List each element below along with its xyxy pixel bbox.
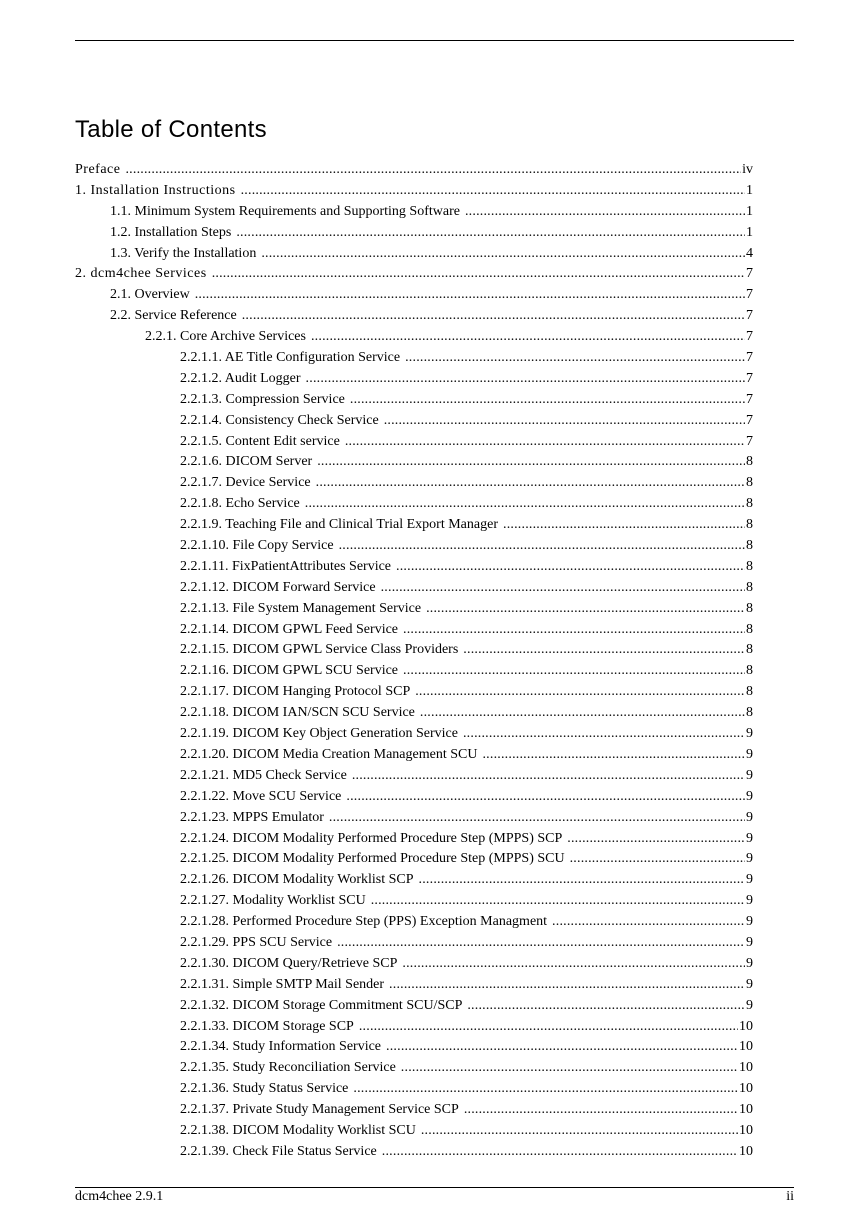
footer-rule [75, 1187, 794, 1188]
toc-entry-label[interactable]: 2.2.1.38. DICOM Modality Worklist SCU [180, 1122, 416, 1138]
toc-entry[interactable] [75, 369, 753, 390]
dot-leader [353, 1079, 738, 1100]
toc-entry-page[interactable]: 8 [746, 579, 753, 595]
toc-entry-page[interactable]: 9 [746, 788, 753, 804]
dot-leader [419, 870, 745, 891]
dot-leader [337, 933, 745, 954]
toc-entry-label[interactable]: 2.2.1.19. DICOM Key Object Generation Service [180, 726, 458, 742]
toc-entry-label[interactable]: 2.2.1. Core Archive Services [145, 329, 306, 345]
toc-entry[interactable] [75, 390, 753, 411]
toc-entry[interactable] [75, 264, 753, 285]
toc-entry[interactable] [75, 557, 753, 578]
dot-leader [384, 411, 745, 432]
toc-entry[interactable] [75, 933, 753, 954]
toc-entry-label[interactable]: 2.2.1.27. Modality Worklist SCU [180, 893, 366, 909]
header-rule [75, 40, 794, 41]
toc-entry-page[interactable]: 10 [739, 1060, 753, 1076]
dot-leader [415, 682, 745, 703]
toc-entry[interactable] [75, 348, 753, 369]
toc-entry-page[interactable]: 7 [746, 391, 753, 407]
dot-leader [403, 661, 745, 682]
dot-leader [350, 390, 745, 411]
toc-entry-label[interactable]: 2.2.1.4. Consistency Check Service [180, 412, 379, 428]
toc-entry-page[interactable]: 8 [746, 538, 753, 554]
toc-entry-page[interactable]: 8 [746, 642, 753, 658]
dot-leader [346, 787, 745, 808]
dot-leader [317, 452, 745, 473]
toc-entry-page[interactable]: 8 [746, 663, 753, 679]
dot-leader [463, 724, 745, 745]
dot-leader [402, 954, 745, 975]
dot-leader [567, 829, 745, 850]
footer-page-number: ii [786, 1189, 794, 1204]
toc-entry[interactable] [75, 829, 753, 850]
toc-entry-page[interactable]: 1 [746, 182, 753, 198]
dot-leader [195, 285, 745, 306]
toc-entry-label[interactable]: 2.2.1.39. Check File Status Service [180, 1143, 377, 1159]
toc-entry[interactable] [75, 620, 753, 641]
toc-entry-page[interactable]: 9 [746, 851, 753, 867]
toc-entry-label[interactable]: 2.2.1.18. DICOM IAN/SCN SCU Service [180, 705, 415, 721]
toc-entry-label[interactable]: 2.2.1.5. Content Edit service [180, 433, 340, 449]
toc-entry-page[interactable]: 7 [746, 433, 753, 449]
toc-entry-label[interactable]: 2.2.1.8. Echo Service [180, 496, 300, 512]
toc-entry-label[interactable]: 1. Installation Instructions [75, 182, 236, 198]
toc-entry-page[interactable]: 8 [746, 517, 753, 533]
toc-entry[interactable] [75, 1142, 753, 1163]
toc-entry[interactable] [75, 244, 753, 265]
toc-entry[interactable] [75, 578, 753, 599]
toc-entry-page[interactable]: 9 [746, 914, 753, 930]
toc-entry-page[interactable]: 1 [746, 203, 753, 219]
dot-leader [242, 306, 745, 327]
footer-doc-name: dcm4chee 2.9.1 [75, 1189, 164, 1204]
toc-entry[interactable] [75, 285, 753, 306]
dot-leader [236, 223, 745, 244]
dot-leader [552, 912, 745, 933]
toc-entry-label[interactable]: 2.2.1.26. DICOM Modality Worklist SCP [180, 872, 414, 888]
toc-entry-page[interactable]: 1 [746, 224, 753, 240]
toc-entry-label[interactable]: 2.2.1.35. Study Reconciliation Service [180, 1060, 396, 1076]
toc-entry[interactable] [75, 432, 753, 453]
dot-leader [382, 1142, 738, 1163]
toc-entry-label[interactable]: 2.2.1.31. Simple SMTP Mail Sender [180, 976, 385, 992]
toc-entry-page[interactable]: 9 [746, 955, 753, 971]
toc-entry-page[interactable]: 9 [746, 726, 753, 742]
toc-entry[interactable] [75, 536, 753, 557]
toc-entry[interactable] [75, 975, 753, 996]
dot-leader [359, 1017, 738, 1038]
toc-entry[interactable] [75, 1037, 753, 1058]
dot-leader [125, 160, 741, 181]
dot-leader [339, 536, 745, 557]
toc-entry[interactable] [75, 515, 753, 536]
toc-entry-label[interactable]: 2.2.1.32. DICOM Storage Commitment SCU/SCP [180, 997, 463, 1013]
toc-entry-page[interactable]: 7 [746, 308, 753, 324]
toc-entry[interactable] [75, 787, 753, 808]
toc-entry-label[interactable]: 2.2.1.3. Compression Service [180, 391, 345, 407]
toc-entry[interactable] [75, 703, 753, 724]
toc-entry[interactable] [75, 306, 753, 327]
toc-entry[interactable] [75, 1100, 753, 1121]
toc-entry-page[interactable]: 10 [739, 1122, 753, 1138]
toc-entry-page[interactable]: 8 [746, 454, 753, 470]
toc-entry-page[interactable]: 9 [746, 872, 753, 888]
toc-entry-label[interactable]: 2.2.1.34. Study Information Service [180, 1039, 382, 1055]
toc-entry-page[interactable]: 8 [746, 684, 753, 700]
toc-entry-page[interactable]: 9 [746, 746, 753, 762]
toc-entry-label[interactable]: Preface [75, 162, 121, 177]
toc-entry-page[interactable]: 9 [746, 976, 753, 992]
toc-entry[interactable] [75, 327, 753, 348]
toc-entry[interactable] [75, 494, 753, 515]
toc-entry-page[interactable]: 8 [746, 621, 753, 637]
toc-entry-page[interactable]: 9 [746, 767, 753, 783]
toc-entry-label[interactable]: 2.2.1.2. Audit Logger [180, 370, 301, 386]
toc-entry[interactable] [75, 1079, 753, 1100]
dot-leader [426, 599, 745, 620]
dot-leader [503, 515, 745, 536]
toc-entry[interactable] [75, 808, 753, 829]
dot-leader [261, 244, 745, 265]
toc-entry[interactable] [75, 661, 753, 682]
dot-leader [371, 891, 745, 912]
dot-leader [420, 703, 745, 724]
dot-leader [570, 849, 745, 870]
toc-entry-page[interactable]: 7 [746, 370, 753, 386]
dot-leader [306, 369, 745, 390]
toc-entry[interactable] [75, 1058, 753, 1079]
dot-leader [463, 640, 745, 661]
toc-entry-label[interactable]: 2.2.1.11. FixPatientAttributes Service [180, 558, 392, 574]
toc-entry[interactable] [75, 891, 753, 912]
dot-leader [316, 473, 745, 494]
toc-entry-page[interactable]: 8 [746, 558, 753, 574]
toc-entry-label[interactable]: 2.2.1.21. MD5 Check Service [180, 767, 347, 783]
toc-entry-label[interactable]: 2.2.1.30. DICOM Query/Retrieve SCP [180, 955, 398, 971]
toc-entry-label[interactable]: 1.1. Minimum System Requirements and Supporting Software [110, 203, 460, 219]
toc-entry-label[interactable]: 2.2.1.6. DICOM Server [180, 454, 313, 470]
toc-entry[interactable] [75, 745, 753, 766]
toc-entry[interactable] [75, 160, 753, 181]
toc-entry-label[interactable]: 2.2.1.36. Study Status Service [180, 1081, 349, 1097]
toc-entry[interactable] [75, 181, 753, 202]
toc-entry[interactable] [75, 1017, 753, 1038]
toc-entry-label[interactable]: 2.2. Service Reference [110, 308, 237, 324]
dot-leader [352, 766, 745, 787]
dot-leader [482, 745, 745, 766]
dot-leader [329, 808, 745, 829]
dot-leader [421, 1121, 738, 1142]
dot-leader [241, 181, 745, 202]
dot-leader [305, 494, 745, 515]
toc-entry-label[interactable]: 2.2.1.1. AE Title Configuration Service [180, 350, 401, 366]
toc-entry-page[interactable]: 8 [746, 475, 753, 491]
toc-list [75, 160, 753, 1163]
toc-entry-label[interactable]: 2.2.1.24. DICOM Modality Performed Procedure Step (MPPS) SCP [180, 830, 563, 846]
dot-leader [465, 202, 745, 223]
toc-entry[interactable] [75, 849, 753, 870]
toc-entry-label[interactable]: 2.2.1.15. DICOM GPWL Service Class Providers [180, 642, 459, 658]
toc-entry-label[interactable]: 2.2.1.17. DICOM Hanging Protocol SCP [180, 684, 411, 700]
toc-entry[interactable] [75, 954, 753, 975]
toc-entry-label[interactable]: 2.2.1.9. Teaching File and Clinical Trial Export Manager [180, 517, 498, 533]
dot-leader [467, 996, 745, 1017]
toc-entry[interactable] [75, 411, 753, 432]
toc-entry-page[interactable]: 9 [746, 997, 753, 1013]
toc-entry-label[interactable]: 2.2.1.33. DICOM Storage SCP [180, 1018, 354, 1034]
toc-entry-label[interactable]: 1.3. Verify the Installation [110, 245, 257, 261]
toc-entry-page[interactable]: 8 [746, 705, 753, 721]
toc-entry-page[interactable]: 8 [746, 496, 753, 512]
dot-leader [386, 1037, 738, 1058]
toc-entry-page[interactable]: 10 [739, 1039, 753, 1055]
toc-entry-page[interactable]: 10 [739, 1081, 753, 1097]
dot-leader [345, 432, 745, 453]
toc-entry-page[interactable]: 10 [739, 1102, 753, 1118]
toc-entry[interactable] [75, 452, 753, 473]
dot-leader [405, 348, 745, 369]
dot-leader [212, 264, 745, 285]
toc-entry-page[interactable]: iv [742, 162, 753, 177]
toc-entry-page[interactable]: 9 [746, 830, 753, 846]
toc-entry-page[interactable]: 9 [746, 893, 753, 909]
toc-entry[interactable] [75, 599, 753, 620]
toc-entry-page[interactable]: 10 [739, 1018, 753, 1034]
toc-entry-page[interactable]: 7 [746, 412, 753, 428]
toc-entry[interactable] [75, 640, 753, 661]
dot-leader [403, 620, 745, 641]
toc-entry[interactable] [75, 1121, 753, 1142]
toc-entry[interactable] [75, 724, 753, 745]
toc-entry-label[interactable]: 2.2.1.28. Performed Procedure Step (PPS) Exception Managment [180, 914, 548, 930]
toc-entry-page[interactable]: 9 [746, 934, 753, 950]
toc-entry-label[interactable]: 2.2.1.13. File System Management Service [180, 600, 422, 616]
toc-entry-label[interactable]: 2.2.1.10. File Copy Service [180, 538, 334, 554]
toc-entry[interactable] [75, 766, 753, 787]
toc-entry[interactable] [75, 870, 753, 891]
dot-leader [381, 578, 745, 599]
toc-entry-page[interactable]: 4 [746, 245, 753, 261]
toc-entry-label[interactable]: 2.2.1.29. PPS SCU Service [180, 934, 333, 950]
toc-entry[interactable] [75, 473, 753, 494]
toc-entry-label[interactable]: 2.2.1.14. DICOM GPWL Feed Service [180, 621, 399, 637]
toc-entry-label[interactable]: 2.1. Overview [110, 287, 190, 303]
toc-entry-label[interactable]: 2.2.1.22. Move SCU Service [180, 788, 342, 804]
toc-entry-label[interactable]: 2.2.1.12. DICOM Forward Service [180, 579, 376, 595]
dot-leader [401, 1058, 738, 1079]
toc-entry-label[interactable]: 1.2. Installation Steps [110, 224, 232, 240]
toc-entry-label[interactable]: 2.2.1.37. Private Study Management Service SCP [180, 1102, 459, 1118]
toc-entry[interactable] [75, 996, 753, 1017]
toc-entry-page[interactable]: 7 [746, 287, 753, 303]
toc-entry-page[interactable]: 8 [746, 600, 753, 616]
dot-leader [389, 975, 745, 996]
toc-entry-page[interactable]: 7 [746, 350, 753, 366]
toc-entry[interactable] [75, 682, 753, 703]
dot-leader [396, 557, 745, 578]
toc-entry-page[interactable]: 7 [746, 266, 753, 282]
toc-entry[interactable] [75, 223, 753, 244]
toc-entry-label[interactable]: 2.2.1.20. DICOM Media Creation Management SCU [180, 746, 478, 762]
toc-entry-label[interactable]: 2.2.1.23. MPPS Emulator [180, 809, 324, 825]
toc-entry-label[interactable]: 2. dcm4chee Services [75, 266, 207, 282]
toc-entry-page[interactable]: 7 [746, 329, 753, 345]
toc-entry-label[interactable]: 2.2.1.16. DICOM GPWL SCU Service [180, 663, 399, 679]
toc-entry-page[interactable]: 9 [746, 809, 753, 825]
toc-entry[interactable] [75, 202, 753, 223]
toc-entry-page[interactable]: 10 [739, 1143, 753, 1159]
toc-entry-label[interactable]: 2.2.1.25. DICOM Modality Performed Procedure Step (MPPS) SCU [180, 851, 565, 867]
toc-entry-label[interactable]: 2.2.1.7. Device Service [180, 475, 311, 491]
dot-leader [464, 1100, 738, 1121]
dot-leader [311, 327, 745, 348]
page-title: Table of Contents [75, 116, 267, 143]
toc-entry[interactable] [75, 912, 753, 933]
